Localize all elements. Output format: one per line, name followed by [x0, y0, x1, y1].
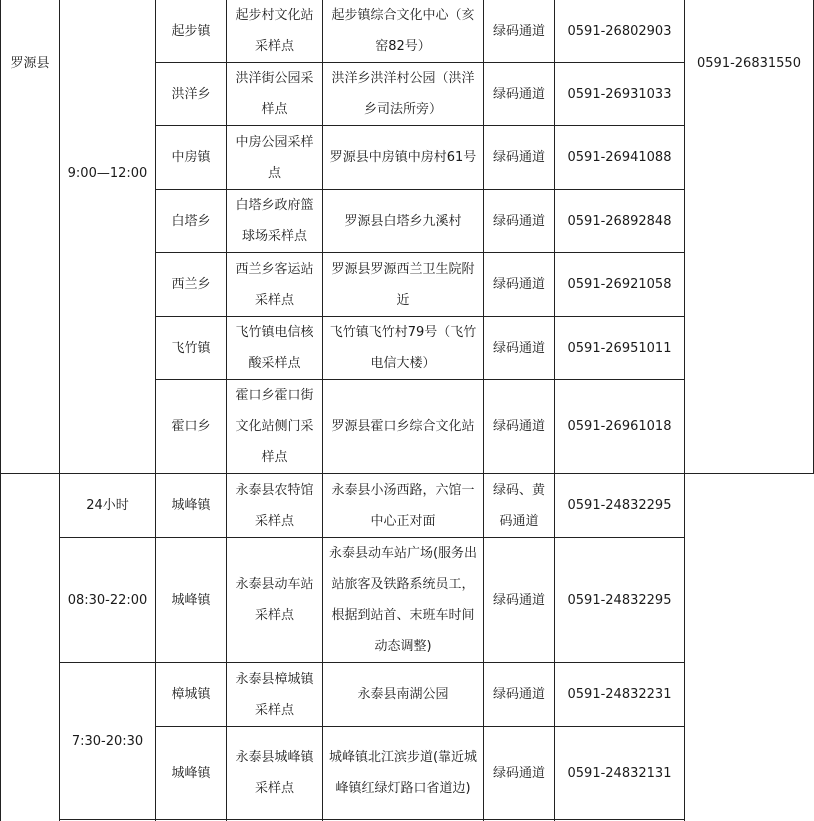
channel-cell: 绿码通道 — [492, 687, 545, 702]
phone-cell: 0591-24832231 — [567, 687, 672, 702]
phone-cell: 0591-26802903 — [567, 23, 672, 39]
site-cell: 永泰县农特馆采样点 — [235, 482, 314, 529]
site-cell: 永泰县城峰镇采样点 — [235, 750, 314, 796]
hours-cell: 9:00—12:00 — [67, 165, 148, 181]
site-cell: 白塔乡政府篮球场采样点 — [235, 198, 314, 244]
address-cell: 罗源县霍口乡综合文化站 — [331, 419, 475, 434]
phone-cell: 0591-24832295 — [567, 592, 672, 608]
town-cell: 城峰镇 — [171, 498, 211, 513]
address-cell: 永泰县动车站广场(服务出站旅客及铁路系统员工，根据到站首、末班车时间动态调整) — [328, 546, 478, 654]
county-phone-cell: 0591-26831550 — [697, 55, 801, 71]
channel-cell: 绿码通道 — [492, 419, 545, 434]
address-cell: 城峰镇北江滨步道(靠近城峰镇红绿灯路口省道边) — [328, 750, 478, 796]
site-cell: 洪洋街公园采样点 — [235, 71, 314, 117]
channel-cell: 绿码通道 — [492, 150, 545, 165]
town-cell: 洪洋乡 — [171, 86, 211, 102]
table-bottom-border — [59, 819, 684, 820]
site-cell: 起步村文化站采样点 — [235, 8, 314, 54]
address-cell: 罗源县中房镇中房村61号 — [329, 150, 477, 165]
phone-cell: 0591-26961018 — [567, 419, 672, 434]
hours-cell: 08:30-22:00 — [67, 592, 148, 608]
address-cell: 起步镇综合文化中心（亥窑82号） — [331, 8, 475, 54]
channel-cell: 绿码通道 — [492, 340, 545, 356]
address-cell: 永泰县南湖公园 — [357, 687, 449, 702]
channel-cell: 绿码通道 — [492, 765, 545, 781]
county-cell: 罗源县 — [10, 55, 50, 71]
town-cell: 飞竹镇 — [171, 340, 211, 356]
channel-cell: 绿码通道 — [492, 277, 545, 292]
hours-cell: 7:30-20:30 — [71, 733, 144, 749]
town-cell: 霍口乡 — [171, 419, 211, 434]
phone-cell: 0591-24832295 — [567, 498, 672, 513]
town-cell: 樟城镇 — [171, 687, 211, 702]
phone-cell: 0591-26931033 — [567, 86, 672, 102]
town-cell: 中房镇 — [171, 150, 211, 165]
town-cell: 西兰乡 — [171, 277, 211, 292]
phone-cell: 0591-26951011 — [567, 340, 672, 356]
site-cell: 霍口乡霍口街文化站侧门采样点 — [235, 388, 314, 465]
site-cell: 中房公园采样点 — [235, 134, 314, 181]
town-cell: 白塔乡 — [171, 213, 211, 229]
phone-cell: 0591-26892848 — [567, 213, 672, 229]
site-cell: 西兰乡客运站采样点 — [235, 261, 314, 308]
channel-cell: 绿码通道 — [492, 23, 545, 39]
address-cell: 永泰县小汤西路，六馆一中心正对面 — [331, 482, 475, 529]
town-cell: 起步镇 — [171, 23, 211, 39]
phone-cell: 0591-24832131 — [567, 765, 672, 781]
channel-cell: 绿码通道 — [492, 592, 545, 608]
channel-cell: 绿码通道 — [492, 86, 545, 102]
phone-cell: 0591-26921058 — [567, 277, 672, 292]
hours-cell: 24小时 — [86, 498, 129, 513]
address-cell: 罗源县罗源西兰卫生院附近 — [331, 261, 475, 308]
address-cell: 洪洋乡洪洋村公园（洪洋乡司法所旁） — [331, 71, 475, 117]
address-cell: 飞竹镇飞竹村79号（飞竹电信大楼） — [329, 325, 477, 371]
phone-cell: 0591-26941088 — [567, 150, 672, 165]
channel-cell: 绿码通道 — [492, 213, 545, 229]
site-cell: 飞竹镇电信核酸采样点 — [235, 325, 314, 371]
site-cell: 永泰县动车站采样点 — [235, 577, 314, 623]
channel-cell: 绿码、黄码通道 — [492, 482, 545, 529]
address-cell: 罗源县白塔乡九溪村 — [344, 213, 462, 229]
town-cell: 城峰镇 — [171, 592, 211, 608]
site-cell: 永泰县樟城镇采样点 — [235, 671, 314, 718]
town-cell: 城峰镇 — [171, 765, 211, 781]
